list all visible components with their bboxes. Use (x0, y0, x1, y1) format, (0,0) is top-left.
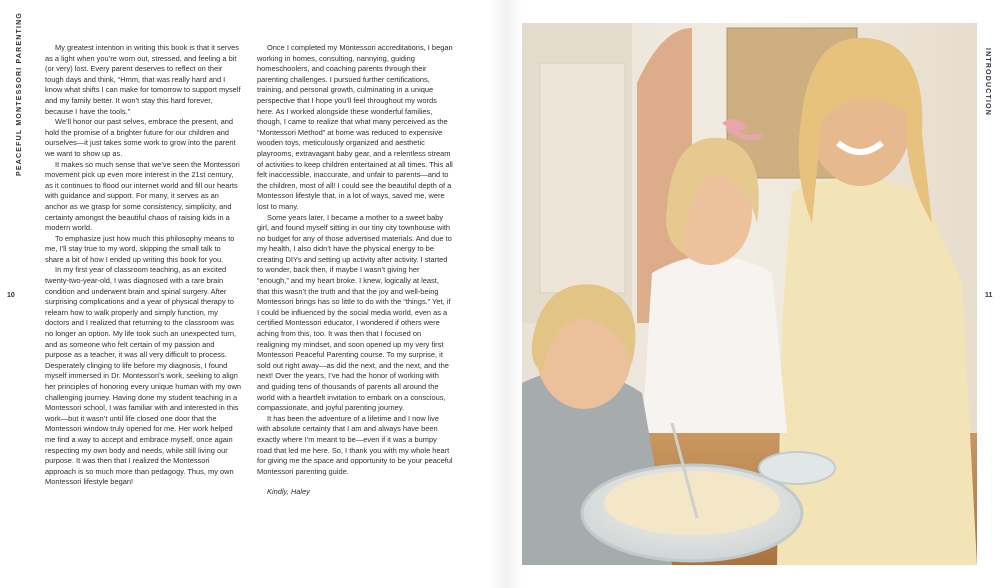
photo-illustration (522, 23, 977, 565)
running-head-left-text: PEACEFUL MONTESSORI PARENTING (16, 11, 23, 176)
family-baking-photo (522, 23, 977, 565)
paragraph: My greatest intention in writing this book is that it serves as a light when you’re worn out, stressed, and feeling a bit (or very) lost. Every parent deserves to reflect on their tough days and think, “Hmm, that was really hard and I know what shifts I can make for tomorrow to support myself and my family better. It won’t stay this hard forever, because I have the tools.” (45, 43, 241, 116)
signature: Kindly, Haley (267, 487, 310, 497)
running-head-left (4, 11, 23, 176)
paragraph: Some years later, I became a mother to a sweet baby girl, and found myself sitting in our tiny city townhouse with no budget for any of those advertised materials. And due to my health, I also didn’t have the physical energy to be creating DIYs and setting up activity after activity. I started to wonder, back then, if maybe I wasn’t giving her “enough,” and my heart broke. I knew, logically at least, that this wasn’t the truth and that the joy and well-being Montessori brings has so little to do with the “things.” Yet, if I could be influenced by the social media world, even as a certified Montessori educator, I wondered if others were aching from this, too. It was then that I focused on realigning my mindset, and soon opened up my very first Montessori Peaceful Parenting course. To my surprise, it sold out right away—as did the next, and the next, and the next! Over the years, I’ve had the honor of working with and guiding tens of thousands of parents all around the world with a heartfelt invitation to embark on a conscious, compassionate, and joyful parenting journey. (257, 212, 452, 413)
paragraph: It makes so much sense that we’ve seen the Montessori movement pick up even more interest in the 21st century, as it continues to flood our internet world and fill our hearts with guidance and support. For many, it serves as an anchor as we grasp for some consistency, simplicity, and certainty amongst the beautiful chaos of raising kids in a modern world. (45, 159, 240, 233)
text-column-1 (45, 43, 241, 488)
running-head-right (981, 48, 993, 158)
paragraph: We’ll honor our past selves, embrace the present, and hold the promise of a brighter future for our children and ourselves—it just takes some work to grow into the parent we want to show up as. (45, 117, 236, 158)
paragraph: To emphasize just how much this philosophy means to me, I’ll stay true to my word, skipping the small talk to share a bit of how I ended up writing this book for you. (45, 233, 235, 264)
text-column-2 (257, 43, 453, 498)
page-number-right: 11 (985, 292, 993, 299)
gutter (488, 0, 522, 588)
paragraph: It has been the adventure of a lifetime and I now live with absolute certainty that I am and always have been exactly where I’m meant to be—even if it was a bumpy road that led me here. So, I thank you with my whole heart for giving me the space and opportunity to be your peaceful Montessori parenting guide. (257, 413, 453, 476)
running-head-right-text: INTRODUCTION (984, 48, 991, 117)
paragraph: Once I completed my Montessori accreditations, I began working in homes, consulting, nannying, guiding homeschoolers, and coaching parents through their parenting challenges. I pursued further certifications, training, and personal growth, culminating in a unique perspective that I hope you’ll feel throughout my words here. As I worked alongside these wonderful families, though, I came to realize that what many perceived as the “Montessori Method” at home was reduced to expensive wooden toys, meticulously organized and aesthetic playrooms, extravagant baby gear, and a relentless stream of activities to keep children entertained at all times. This all felt inaccessible, inaccurate, and unfair to parents—and to the children, most of all! I could see the beautiful depth of a Montessori lifestyle that, in a lot of ways, saved me, were lost to many. (257, 43, 453, 211)
page-number-left: 10 (7, 292, 15, 299)
paragraph: In my first year of classroom teaching, as an excited twenty-two-year-old, I was diagnosed with a rare brain condition and underwent brain and spinal surgery. After surprising complications and a year of physical therapy to relearn how to walk properly and simply function, my doctors and I realized that returning to the classroom was no longer an option. My life took such an unexpected turn, and as someone who felt certain of my passion and purpose as a teacher, it was all very difficult to process. Desperately clinging to life before my diagnosis, I found myself immersed in Dr. Montessori’s work, seeking to align her principles of honoring every unique human with my own challenging journey. Having done my student teaching in a Montessori school, I was familiar with and interested in this work—but it wasn’t until life closed one door that the Montessori window truly opened for me. Her work helped me find a way to accept and embrace myself, once again respecting my own body and needs, while still living our purpose. It was then that I realized the Montessori approach is so much more than pedagogy. Thus, my own Montessori lifestyle began! (45, 265, 241, 487)
